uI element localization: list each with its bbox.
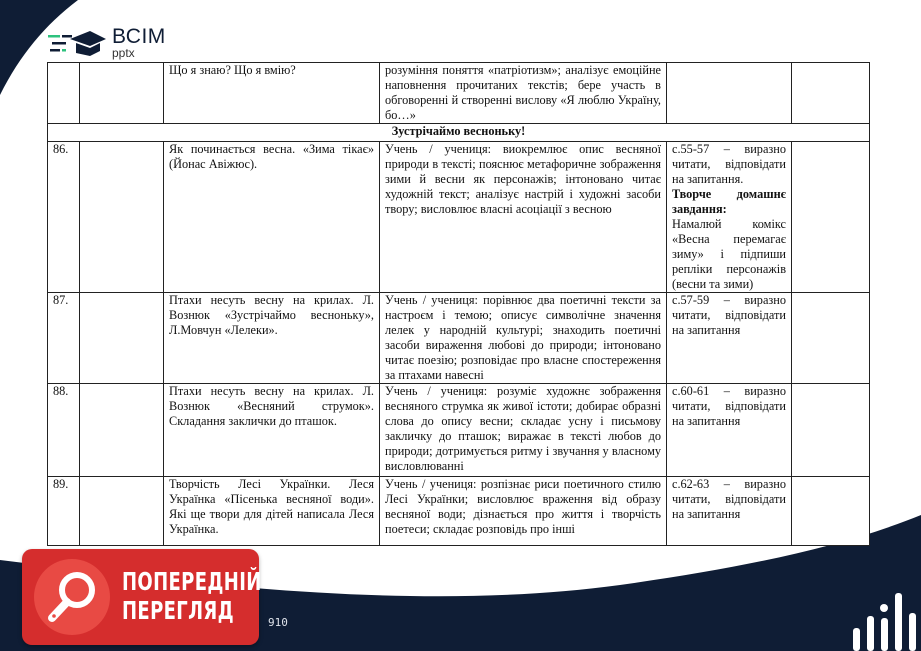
lesson-number: 89. [48, 477, 80, 546]
lesson-topic: Птахи несуть весну на крилах. Л. Вознюк «Зустрічаймо весноньку», Л.Мовчун «Лелеки». [164, 293, 380, 384]
table-row [48, 477, 870, 546]
lesson-topic: Як починається весна. «Зима тікає» (Йонас Авіжюс). [164, 142, 380, 293]
lesson-outcomes: розуміння поняття «патріотизм»; аналізує емоційне наповнення прочитаних текстів; бере участь в обговоренні й створенні вислову «Я люблю Україну, бо…» [380, 63, 667, 124]
brand-sub: pptx [112, 46, 135, 60]
brand-name: ВСІМ [112, 25, 166, 48]
lesson-number: 88. [48, 384, 80, 477]
lesson-notes [792, 142, 870, 293]
lesson-outcomes: Учень / учениця: розпізнає риси поетичного стилю Лесі Українки; висловлює враження від образу весняної води; дізнається про життя і творчість поетеси; складає розповідь про інші [380, 477, 667, 546]
lesson-homework [667, 142, 792, 293]
lesson-number [48, 63, 80, 124]
creative-homework-label: Творче домашнє завдання: [672, 187, 786, 216]
lesson-notes [792, 293, 870, 384]
lesson-outcomes: Учень / учениця: виокремлює опис весняної природи в тексті; пояснює метафоричне зображення зими й весни як персонажів; інтоновано читає художній текст; аналізує настрій і художні засоби твору; висловлює власні асоціації з весною [380, 142, 667, 293]
lesson-homework: с.62-63 – виразно читати, відповідати на запитання [667, 477, 792, 546]
lesson-date [80, 477, 164, 546]
preview-badge[interactable] [22, 549, 262, 645]
lesson-notes [792, 477, 870, 546]
lesson-homework: с.57-59 – виразно читати, відповідати на запитання [667, 293, 792, 384]
lesson-plan-table [47, 62, 870, 546]
brand-logo [48, 26, 166, 59]
lesson-outcomes: Учень / учениця: порівнює два поетичні тексти за настроєм і темою; описує символічне значення лелек у народній культурі; знаходить поетичні засоби вираження любові до природи; інтоновано читає поезію; розповідає про власне спостереження за птахами навесні [380, 293, 667, 384]
table-row [48, 142, 870, 293]
lesson-topic: Що я знаю? Що я вмію? [164, 63, 380, 124]
lesson-homework: с.60-61 – виразно читати, відповідати на запитання [667, 384, 792, 477]
homework-text: с.55-57 – виразно читати, відповідати на запитання. [672, 142, 786, 186]
brand-mark-icon [851, 588, 921, 651]
footer-text: 910 [268, 616, 288, 629]
table-row [48, 293, 870, 384]
lesson-topic: Птахи несуть весну на крилах. Л. Вознюк «Весняний струмок». Складання заклички до пташок. [164, 384, 380, 477]
lesson-date [80, 63, 164, 124]
lesson-date [80, 293, 164, 384]
lesson-notes [792, 384, 870, 477]
magnifier-icon [34, 559, 110, 635]
graduation-cap-icon [48, 29, 108, 57]
lesson-number: 87. [48, 293, 80, 384]
lesson-date [80, 142, 164, 293]
lesson-homework [667, 63, 792, 124]
lesson-outcomes: Учень / учениця: розуміє художнє зображення весняного струмка як живої істоти; добирає образні слова до опису весни; складає усну і письмову закличку до пташок; виражає в тексті любов до природи; дотримується ритму і звучання у власному висловлюванні [380, 384, 667, 477]
lesson-number: 86. [48, 142, 80, 293]
table-row [48, 384, 870, 477]
creative-homework-text: Намалюй комікс «Весна перемагає зиму» і підпиши репліки персонажів (весни та зими) [672, 217, 786, 291]
lesson-date [80, 384, 164, 477]
lesson-notes [792, 63, 870, 124]
badge-line-1: ПОПЕРЕДНІЙ [122, 567, 262, 596]
table-row [48, 63, 870, 124]
badge-line-2: ПЕРЕГЛЯД [122, 596, 235, 625]
section-row [48, 124, 870, 142]
section-title: Зустрічаймо весноньку! [48, 124, 870, 142]
lesson-topic: Творчість Лесі Українки. Леся Українка «Пісенька весняної води». Які ще твори для дітей написала Леся Українка. [164, 477, 380, 546]
